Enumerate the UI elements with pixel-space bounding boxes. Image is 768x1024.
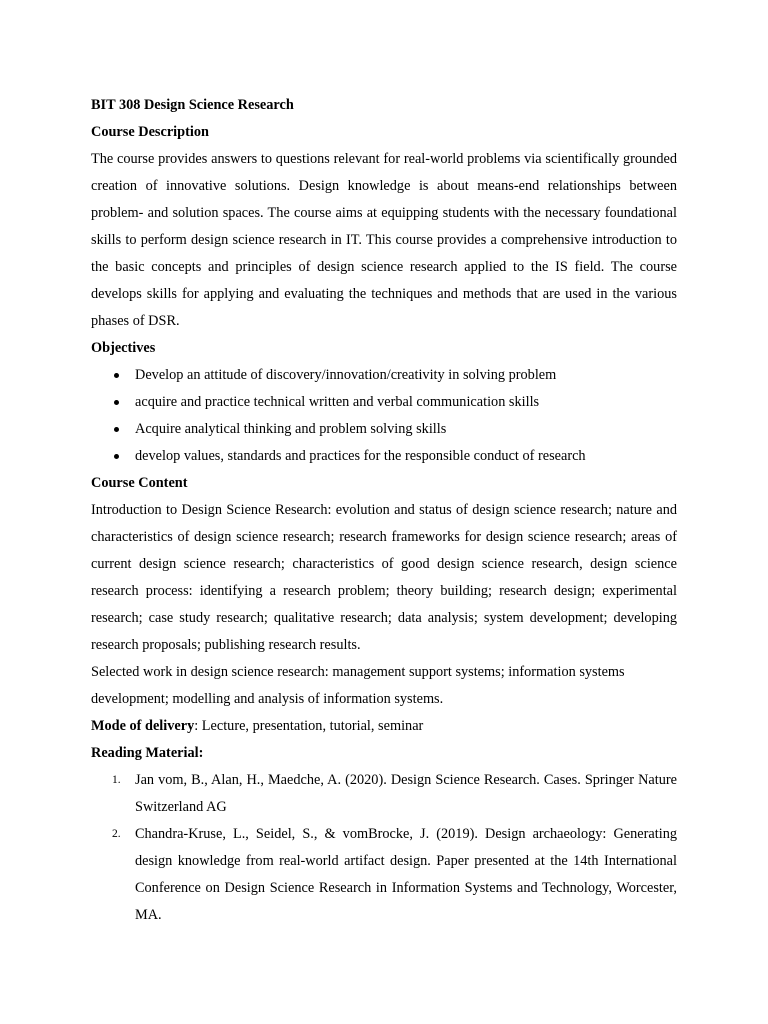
reading-item-text: Jan vom, B., Alan, H., Maedche, A. (2020). Design Science Research. Cases. Springer Nature Switzerland AG xyxy=(135,772,677,815)
course-content-heading: Course Content xyxy=(91,475,188,491)
mode-of-delivery-value: : Lecture, presentation, tutorial, seminar xyxy=(194,718,424,734)
course-description-heading: Course Description xyxy=(91,124,209,140)
objective-item: Acquire analytical thinking and problem solving skills xyxy=(91,416,677,443)
reading-item-text: Chandra-Kruse, L., Seidel, S., & vomBrocke, J. (2019). Design archaeology: Generating design knowledge from real-world artifact design. Paper presented at the 14th International Conference on Design Science Research in Information Systems and Technology, Worcester, MA. xyxy=(135,826,677,923)
mode-of-delivery-label: Mode of delivery xyxy=(91,718,195,734)
objectives-list xyxy=(91,362,677,470)
objective-item: develop values, standards and practices for the responsible conduct of research xyxy=(91,443,677,470)
course-description-text: The course provides answers to questions relevant for real-world problems via scientifically grounded creation of innovative solutions. Design knowledge is about means-end relationships between problem- and solution spaces. The course aims at equipping students with the necessary foundational skills to perform design science research in IT. This course provides a comprehensive introduction to the basic concepts and principles of design science research applied to the IS field. The course develops skills for applying and evaluating the techniques and methods that are used in the various phases of DSR. xyxy=(91,151,677,329)
course-content-selected-work: Selected work in design science research: management support systems; information systems development; modelling and analysis of information systems. xyxy=(91,664,625,707)
reading-list xyxy=(91,767,677,929)
mode-of-delivery xyxy=(91,713,677,740)
course-title: BIT 308 Design Science Research xyxy=(91,97,294,113)
course-content-text: Introduction to Design Science Research: evolution and status of design science research; nature and characteristics of design science research; research frameworks for design science research; areas of current design science research; characteristics of good design science research, design science research process: identifying a research problem; theory building; research design; experimental research; case study research; qualitative research; data analysis; system development; developing research proposals; publishing research results. xyxy=(91,502,677,653)
reading-item-number: 1. xyxy=(112,774,121,786)
reading-item xyxy=(91,767,677,821)
objective-item: acquire and practice technical written and verbal communication skills xyxy=(91,389,677,416)
reading-item xyxy=(91,821,677,929)
objective-item: Develop an attitude of discovery/innovation/creativity in solving problem xyxy=(91,362,677,389)
reading-material-heading: Reading Material: xyxy=(91,745,204,761)
reading-item-number: 2. xyxy=(112,828,121,840)
objectives-heading: Objectives xyxy=(91,340,156,356)
